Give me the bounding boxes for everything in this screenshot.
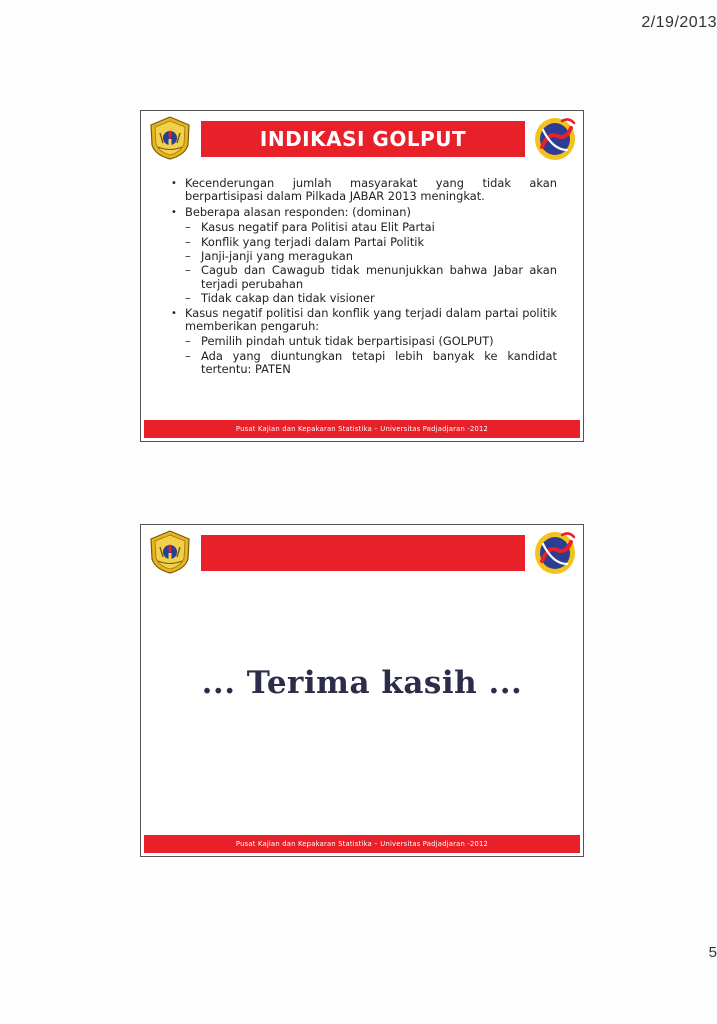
slide-indikasi-golput: [140, 110, 584, 442]
sub-list-item: [185, 236, 557, 249]
sub-bullet-text: Pemilih pindah untuk tidak berpartisipasi (GOLPUT): [201, 334, 494, 349]
bullet-dot-icon: •: [171, 307, 177, 319]
page-date: 2/19/2013: [641, 14, 717, 31]
sub-bullet-text: Ada yang diuntungkan tetapi lebih banyak ke kandidat tertentu: PATEN: [201, 348, 557, 377]
page-number: 5: [708, 944, 717, 961]
slide-title: INDIKASI GOLPUT: [259, 127, 467, 151]
list-item: [171, 307, 557, 334]
footer-text: Pusat Kajian dan Kepakaran Statistika – Universitas Padjadjaran -2012: [235, 840, 489, 848]
dash-icon: –: [185, 220, 191, 235]
sub-list-item: [185, 292, 557, 305]
slide-title-bar: [201, 535, 525, 571]
university-seal-icon: [148, 116, 192, 160]
footer-text: Pusat Kajian dan Kepakaran Statistika – Universitas Padjadjaran -2012: [235, 425, 489, 433]
bullet-text: Beberapa alasan responden: (dominan): [185, 204, 411, 219]
bullet-dot-icon: •: [171, 206, 177, 218]
dash-icon: –: [185, 263, 191, 278]
slide-title-bar: [201, 121, 525, 157]
sub-list-item: [185, 221, 557, 234]
thank-you-message: ... Terima kasih ...: [201, 665, 523, 701]
dash-icon: –: [185, 291, 191, 306]
dash-icon: –: [185, 348, 191, 363]
bullet-text: Kasus negatif politisi dan konflik yang terjadi dalam partai politik memberikan pengaruh:: [185, 305, 557, 334]
sub-list-item: [185, 335, 557, 348]
alpha-statistics-icon: [533, 114, 577, 162]
sub-list-item: [185, 250, 557, 263]
sub-bullet-text: Konflik yang terjadi dalam Partai Politik: [201, 234, 425, 249]
sub-list-item: [185, 264, 557, 291]
slide-terima-kasih: [140, 524, 584, 857]
dash-icon: –: [185, 234, 191, 249]
bullet-text: Kecenderungan jumlah masyarakat yang tidak akan berpartisipasi dalam Pilkada JABAR 2013 meningkat.: [185, 176, 557, 204]
list-item: [171, 206, 557, 219]
sub-bullet-text: Cagub dan Cawagub tidak menunjukkan bahwa Jabar akan terjadi perubahan: [201, 263, 557, 291]
bullet-dot-icon: •: [171, 178, 177, 189]
alpha-statistics-icon: [533, 528, 577, 576]
slide-footer: [144, 420, 580, 438]
dash-icon: –: [185, 334, 191, 349]
sub-bullet-text: Tidak cakap dan tidak visioner: [201, 291, 375, 306]
sub-bullet-text: Janji-janji yang meragukan: [201, 249, 353, 264]
slide-content: [171, 177, 557, 378]
slide-footer: [144, 835, 580, 853]
sub-bullet-text: Kasus negatif para Politisi atau Elit Partai: [201, 220, 435, 235]
dash-icon: –: [185, 249, 191, 264]
university-seal-icon: [148, 530, 192, 574]
sub-list-item: [185, 350, 557, 377]
list-item: [171, 177, 557, 204]
